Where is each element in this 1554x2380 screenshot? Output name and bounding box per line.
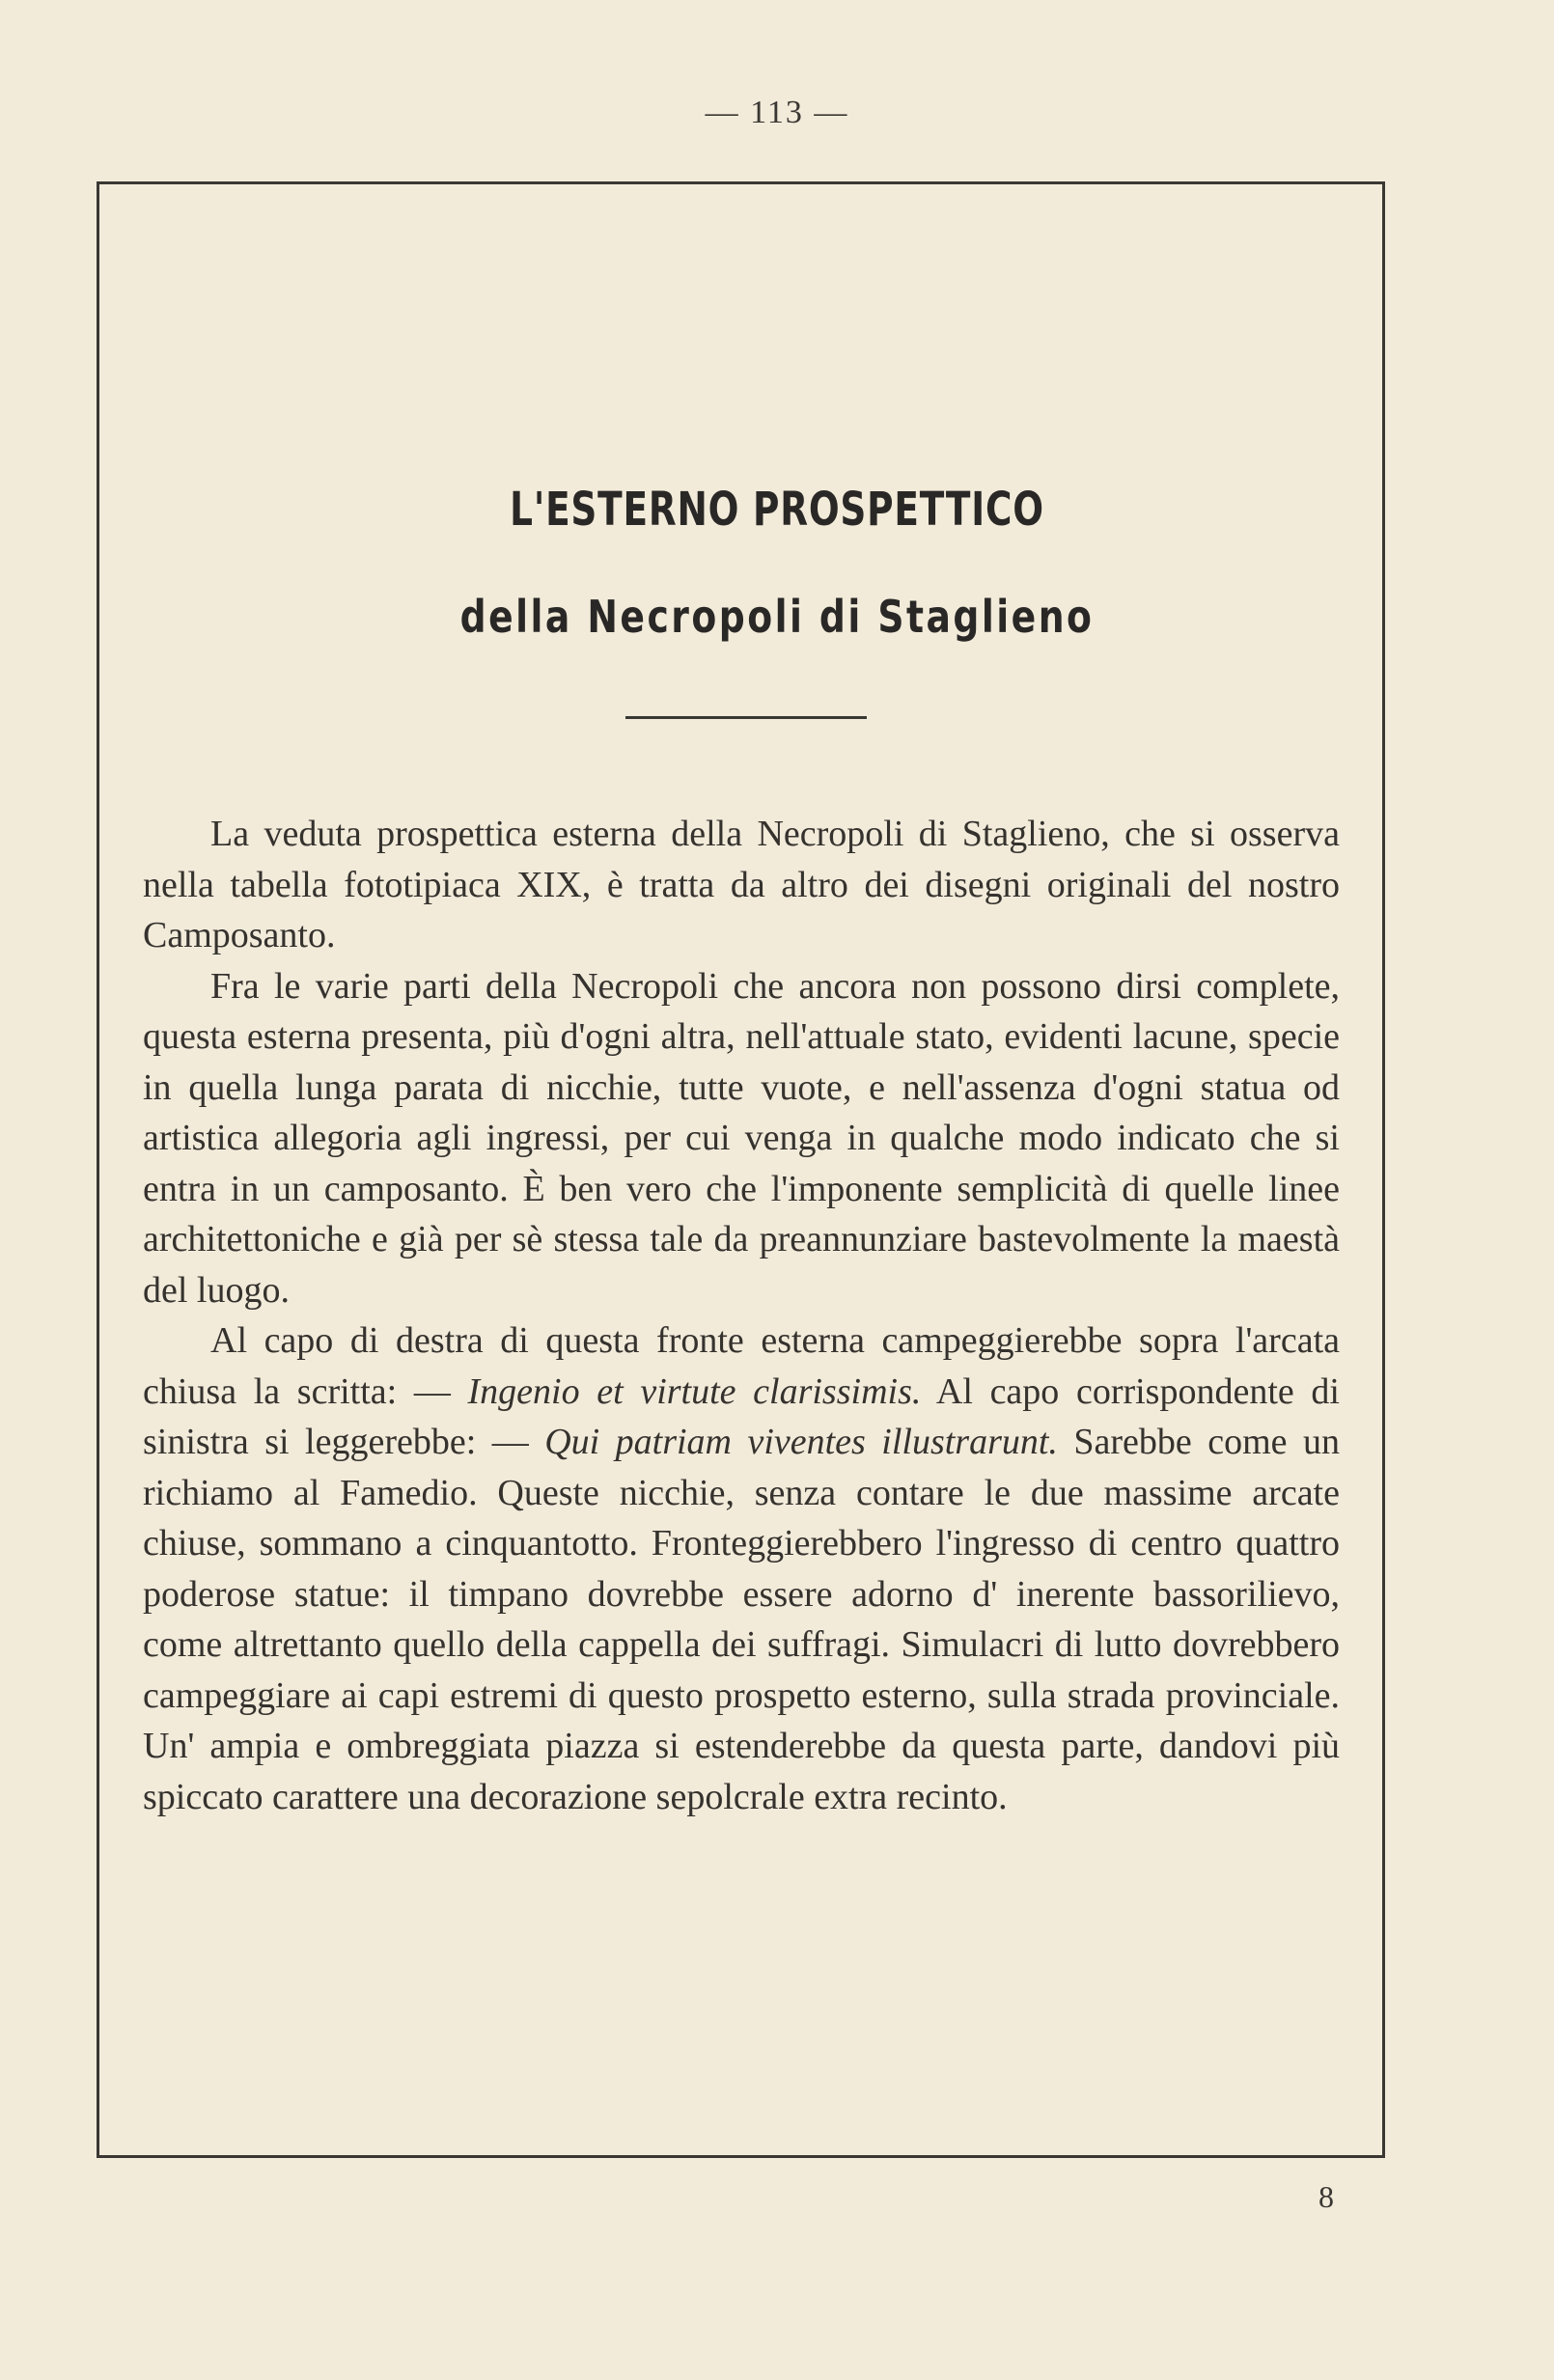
signature-mark: 8: [1318, 2179, 1334, 2214]
title-divider: [625, 716, 867, 719]
chapter-title: L'ESTERNO PROSPETTICO: [510, 483, 1044, 537]
chapter-subtitle: della Necropoli di Staglieno: [459, 591, 1095, 643]
paragraph-3-text-c: Al capo corrispondente di sinistra si leggerebbe: —: [143, 1370, 1340, 1462]
body-text: [143, 809, 1340, 1822]
latin-inscription-left: Qui patriam viventes illustrarunt.: [544, 1422, 1058, 1462]
paragraph-3: [143, 1315, 1340, 1822]
latin-inscription-right: Ingenio et virtute clarissimis.: [467, 1370, 922, 1412]
page-number: — 113 —: [705, 95, 849, 130]
paragraph-3-text-a: Al capo di destra di questa fronte esterna campeggierebbe sopra l'arcata chiusa la scritta: —: [143, 1320, 1340, 1412]
paragraph-2: Fra le varie parti della Necropoli che ancora non possono dirsi complete, questa esterna presenta, più d'ogni altra, nell'attuale stato, evidenti lacune, specie in quella lunga parata di nicchie, tutte vuote, e nell'assenza d'ogni statua od artistica allegoria agli ingressi, per cui venga in qualche modo indicato che si entra in un camposanto. È ben vero che l'imponente semplicità di quelle linee architettoniche e già per sè stessa tale da preannunziare bastevolmente la maestà del luogo.: [143, 965, 1340, 1311]
paragraph-3-text-e: Sarebbe come un richiamo al Famedio. Queste nicchie, senza contare le due massime arcate chiuse, sommano a cinquantotto. Fronteggierebbero l'ingresso di centro quattro poderose statue: il timpano dovrebbe essere adorno d' inerente bassorilievo, come altrettanto quello della cappella dei suffragi. Simulacri di lutto dovrebbero campeggiare ai capi estremi di questo prospetto esterno, sulla strada provinciale. Un' ampia e ombreggiata piazza si estenderebbe da questa parte, dandovi più spiccato carattere una decorazione sepolcrale extra recinto.: [143, 1422, 1340, 1817]
paragraph-1: La veduta prospettica esterna della Necropoli di Staglieno, che si osserva nella tabella fototipiaca XIX, è tratta da altro dei disegni originali del nostro Camposanto.: [143, 814, 1340, 955]
